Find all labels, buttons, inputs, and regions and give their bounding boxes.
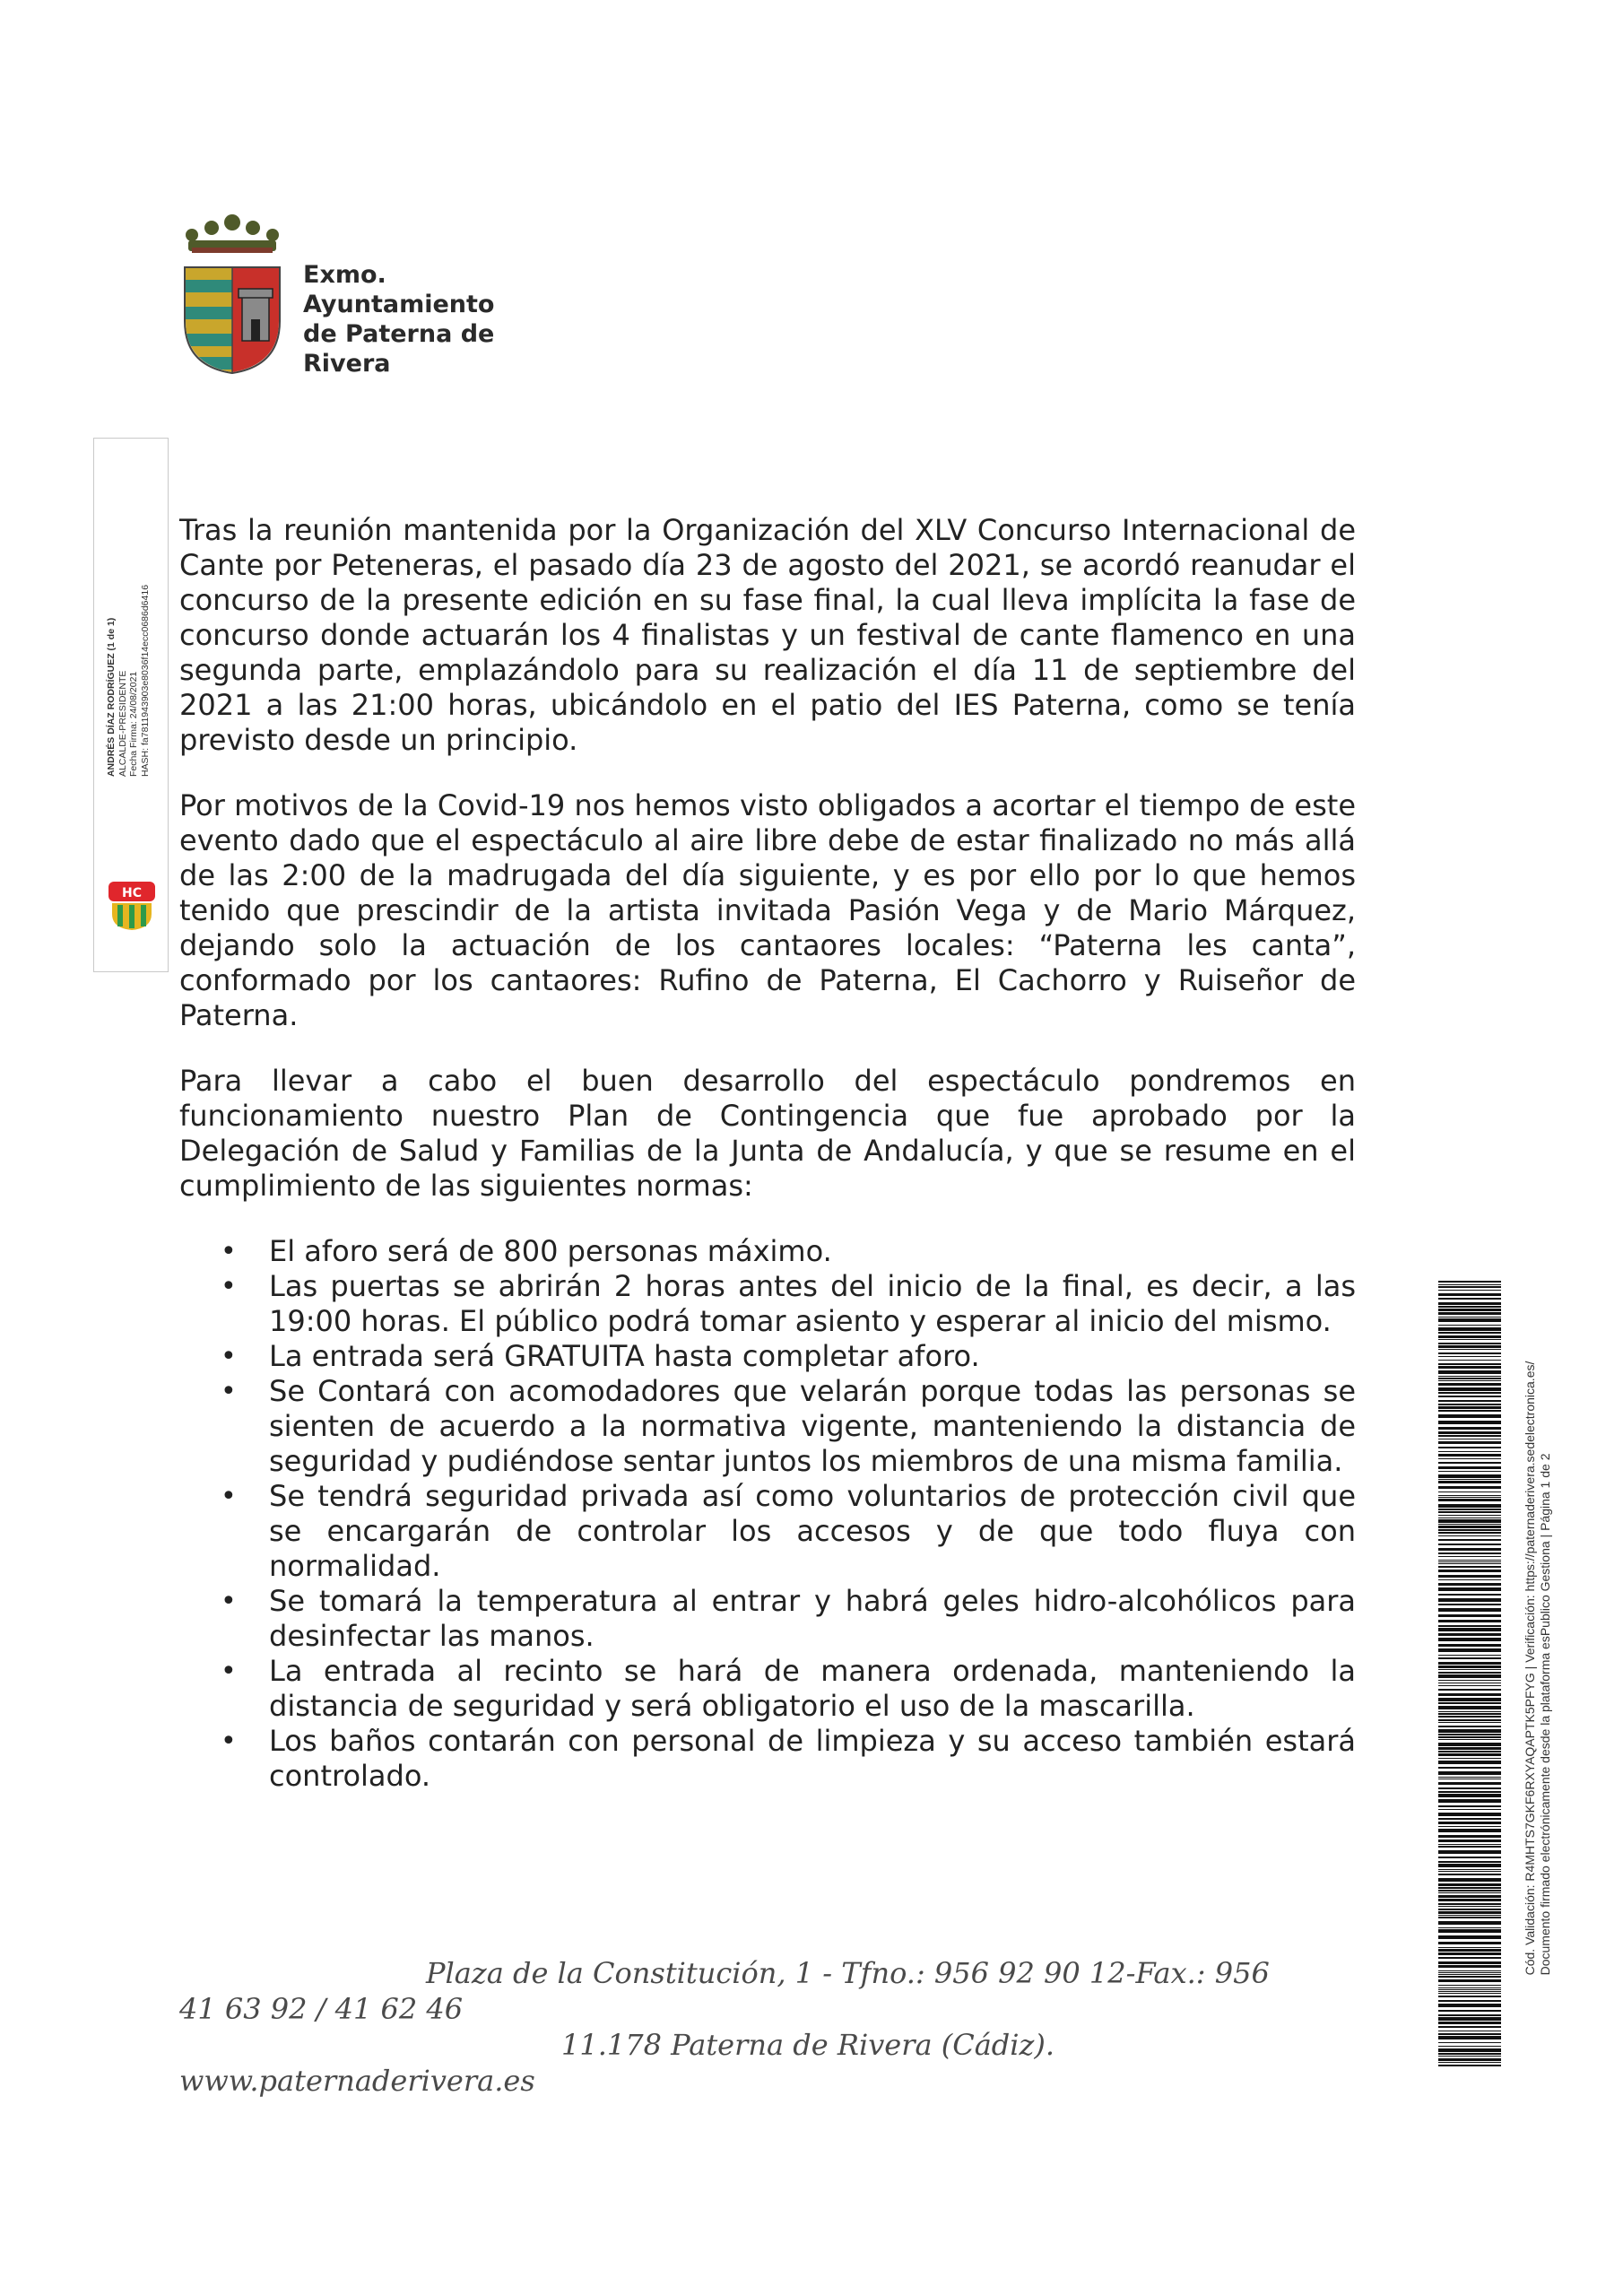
signature-emblem-icon (105, 878, 159, 932)
barcode-icon (1438, 1281, 1501, 2068)
list-item: • Se tendrá seguridad privada así como voluntarios de protección civil que se encargarán de controlar los accesos y de que todo fluya con normalidad. (221, 1479, 1356, 1583)
footer-website[interactable]: www.paternaderivera.es (179, 2064, 535, 2098)
footer-line-3: 11.178 Paterna de Rivera (Cádiz). (561, 2028, 1055, 2062)
rules-list (179, 1234, 1356, 1794)
bullet-icon: • (221, 1656, 237, 1687)
bullet-icon: • (221, 1586, 237, 1617)
bullet-icon: • (221, 1481, 237, 1512)
bullet-icon: • (221, 1271, 237, 1302)
signature-text (106, 585, 151, 777)
list-item: • El aforo será de 800 personas máximo. (221, 1234, 832, 1268)
verification-platform: Documento firmado electrónicamente desde la plataforma esPublico Gestiona | Página 1 de 2 (1538, 1453, 1552, 1976)
signature-date: Fecha Firma: 24/08/2021 (128, 671, 139, 778)
org-name-line-4: Rivera (303, 350, 391, 378)
signature-hash: HASH: fa7811943903e8036f14ecc0686d6416 (139, 584, 151, 778)
bullet-icon: • (221, 1376, 237, 1407)
footer-line-2: 41 63 92 / 41 62 46 (179, 1992, 464, 2026)
bullet-icon: • (221, 1726, 237, 1757)
list-item: • Los baños contarán con personal de limpieza y su acceso también estará controlado. (221, 1724, 1356, 1793)
verification-text (1523, 1361, 1553, 1976)
signer-name: ANDRÉS DÍAZ RODRÍGUEZ (1 de 1) (106, 617, 117, 778)
signer-role: ALCALDE-PRESIDENTE (117, 670, 128, 778)
list-item: • Las puertas se abrirán 2 horas antes del inicio de la final, es decir, a las 19:00 horas. El público podrá tomar asiento y esperar al inicio del mismo. (221, 1269, 1356, 1338)
document-body (179, 513, 1356, 1794)
bullet-icon: • (221, 1341, 237, 1372)
organization-name (303, 260, 536, 378)
list-item: • Se tomará la temperatura al entrar y habrá geles hidro-alcohólicos para desinfectar las manos. (221, 1584, 1356, 1653)
org-name-line-3: de Paterna de (303, 320, 495, 348)
signature-box (93, 438, 169, 972)
verification-code: Cód. Validación: R4MHTS7GKF6RXYAQAPTK5PFYG | Verificación: https://paternaderivera.sedelectronica.es/ (1523, 1361, 1537, 1976)
org-name-line-2: Ayuntamiento (303, 291, 495, 318)
svg-text:HC: HC (122, 886, 142, 900)
paragraph-3: Para llevar a cabo el buen desarrollo del espectáculo pondremos en funcionamiento nuestro Plan de Contingencia que fue aprobado por la Delegación de Salud y Familias de la Junta de Andalucía, y que se resume en el cumplimiento de las siguientes normas: (179, 1064, 1356, 1203)
footer-line-1: Plaza de la Constitución, 1 - Tfno.: 956 92 90 12-Fax.: 956 (426, 1956, 1270, 1990)
list-item: • Se Contará con acomodadores que velarán porque todas las personas se sienten de acuerdo a la normativa vigente, manteniendo la distancia de seguridad y pudiéndose sentar juntos los miembros de una misma familia. (221, 1374, 1356, 1478)
list-item: • La entrada al recinto se hará de manera ordenada, manteniendo la distancia de seguridad y será obligatorio el uso de la mascarilla. (221, 1654, 1356, 1723)
coat-of-arms-icon (179, 213, 285, 377)
list-item: • La entrada será GRATUITA hasta completar aforo. (221, 1339, 980, 1373)
paragraph-1: Tras la reunión mantenida por la Organización del XLV Concurso Internacional de Cante por Peteneras, el pasado día 23 de agosto del 2021, se acordó reanudar el concurso de la presente edición en su fase final, la cual lleva implícita la fase de concurso donde actuarán los 4 finalistas y un festival de cante flamenco en una segunda parte, emplazándolo para su realización el día 11 de septiembre del 2021 a las 21:00 horas, ubicándolo en el patio del IES Paterna, como se tenía previsto desde un principio. (179, 513, 1356, 757)
bullet-icon: • (221, 1236, 237, 1267)
org-name-line-1: Exmo. (303, 261, 386, 289)
paragraph-2: Por motivos de la Covid-19 nos hemos visto obligados a acortar el tiempo de este evento dado que el espectáculo al aire libre debe de estar finalizado no más allá de las 2:00 de la madrugada del día siguiente, y es por ello por lo que hemos tenido que prescindir de la artista invitada Pasión Vega y de Mario Márquez, dejando solo la actuación de los cantaores locales: “Paterna les canta”, conformado por los cantaores: Rufino de Paterna, El Cachorro y Ruiseñor de Paterna. (179, 788, 1356, 1032)
